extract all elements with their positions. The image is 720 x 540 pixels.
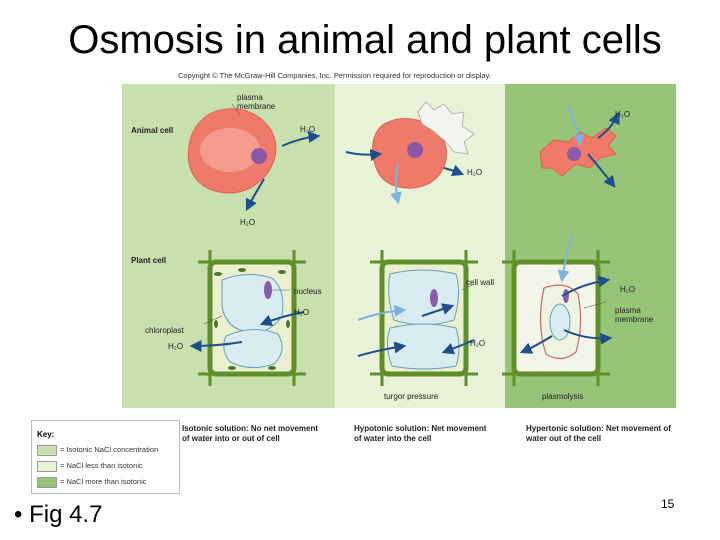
hypotonic-caption: Hypotonic solution: Net movement of water into the cell: [354, 424, 487, 443]
h2o-label: H₂O: [470, 339, 486, 348]
h2o-label: H₂O: [300, 125, 316, 134]
slide-title: Osmosis in animal and plant cells: [68, 18, 662, 62]
key-swatch: [37, 477, 57, 488]
cell-wall-label: cell wall: [466, 278, 495, 287]
plasmolysis-label: plasmolysis: [542, 392, 584, 401]
h2o-label: H₂O: [620, 285, 636, 294]
plant-cell-label: Plant cell: [131, 256, 167, 265]
turgor-pressure-label: turgor pressure: [384, 392, 439, 401]
bullet-marker: •: [14, 501, 23, 528]
isotonic-caption: Isotonic solution: No net movement of water into or out of cell: [182, 424, 319, 443]
animal-cell-label: Animal cell: [131, 126, 174, 135]
h2o-label: H₂O: [294, 308, 310, 317]
key-swatch: [37, 461, 57, 472]
h2o-label: H₂O: [240, 218, 256, 227]
h2o-label: H₂O: [168, 342, 184, 351]
bullet-item: [14, 500, 102, 530]
color-key: [31, 420, 180, 494]
hypertonic-caption: Hypertonic solution: Net movement of water out of the cell: [526, 424, 671, 443]
copyright-notice: Copyright © The McGraw-Hill Companies, Inc. Permission required for reproduction or display.: [178, 71, 491, 80]
key-label: = NaCl more than isotonic: [60, 477, 147, 486]
nucleus-icon: [251, 148, 267, 164]
bullet-text: Fig 4.7: [29, 501, 103, 528]
key-title: Key:: [37, 430, 55, 439]
key-label: = NaCl less than isotonic: [60, 461, 143, 470]
animal-cell-hypotonic: [373, 102, 474, 188]
key-label: = Isotonic NaCl concentration: [60, 445, 159, 454]
plasma-membrane-label: plasma membrane: [615, 306, 654, 324]
nucleus-label: nucleus: [294, 287, 322, 296]
osmosis-figure: [122, 84, 676, 408]
plasma-membrane-label: plasma membrane: [237, 93, 276, 111]
chloroplast-label: chloroplast: [145, 326, 184, 335]
h2o-label: H₂O: [615, 110, 631, 119]
h2o-label: H₂O: [467, 168, 483, 177]
key-swatch: [37, 445, 57, 456]
page-number: 15: [661, 497, 675, 511]
